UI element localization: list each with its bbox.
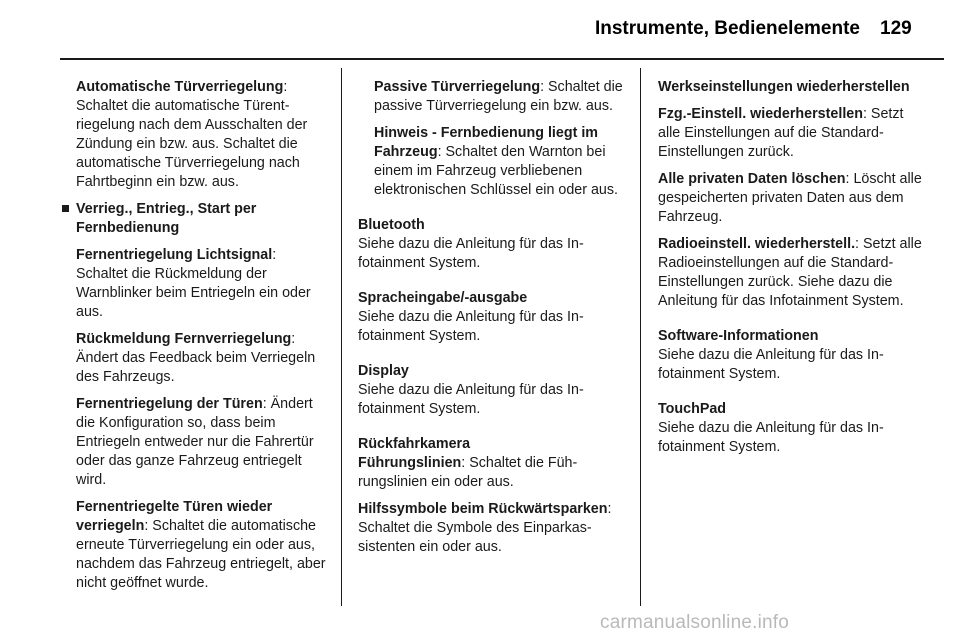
term-light-signal: Fernentriegelung Lichtsignal (76, 247, 273, 263)
bullet-heading: Verrieg., Entrieg., Start per Fernbedienung (76, 201, 257, 236)
paragraph-guidelines (358, 454, 626, 492)
text-voice: Siehe dazu die Anleitung für das Infotainment System. (358, 309, 584, 344)
section-software-info (658, 327, 926, 384)
heading-rear-camera: Rückfahrkamera (358, 436, 471, 452)
section-display (358, 362, 626, 419)
text-bluetooth: Siehe dazu die Anleitung für das Infotainment System. (358, 236, 584, 271)
watermark-text: carmanualsonline.info (600, 612, 790, 633)
text-touchpad: Siehe dazu die Anleitung für das Infotainment System. (658, 420, 884, 455)
column-2 (358, 78, 626, 565)
column-divider-1 (341, 68, 342, 606)
term-relock: Fernentriegelte Türen wieder verriegeln (76, 499, 273, 534)
bullet-remote-section (60, 200, 328, 238)
paragraph-relock (60, 498, 328, 593)
paragraph-remote-door-unlock (60, 395, 328, 490)
text-relock: : Schaltet die automatische erneute Türverriegelung ein oder aus, nachdem das Fahrzeug entriegelt, aber nicht geöffnet wurde. (76, 518, 326, 591)
paragraph-light-signal (60, 246, 328, 322)
section-touchpad (658, 400, 926, 457)
text-vehicle-reset: : Setzt alle Einstellungen auf die Standard-Einstellungen zurück. (658, 106, 904, 160)
text-remote-door-unlock: : Ändert die Konfiguration so, dass beim Entriegeln entweder nur die Fahrertür oder das ganze Fahrzeug entriegelt wird. (76, 396, 314, 488)
section-factory-reset (658, 78, 926, 311)
term-remote-door-unlock: Fernentriegelung der Türen (76, 396, 263, 412)
column-divider-2 (640, 68, 641, 606)
term-auto-lock: Automatische Türverriegelung (76, 79, 284, 95)
text-passive-lock: : Schaltet die passive Türverriegelung ein bzw. aus. (374, 79, 623, 114)
text-guidelines: : Schaltet die Führungslinien ein oder aus. (358, 455, 578, 490)
paragraph-remote-lock-feedback (60, 330, 328, 387)
text-display: Siehe dazu die Anleitung für das Infotainment System. (358, 382, 584, 417)
heading-display: Display (358, 363, 409, 379)
header-divider (60, 58, 944, 60)
text-light-signal: : Schaltet die Rückmeldung der Warnblinker beim Entriegeln ein oder aus. (76, 247, 311, 320)
column-3 (658, 78, 926, 473)
text-radio-reset: : Setzt alle Radioeinstellungen auf die Standard-Einstellungen zurück. Siehe dazu die Anleitung für das Infotainment System. (658, 236, 922, 309)
bullet-square-icon (62, 205, 69, 212)
text-key-in-vehicle: : Schaltet den Warnton bei einem im Fahrzeug verbliebenen elektronischen Schlüssel ein oder aus. (374, 144, 618, 198)
term-delete-data: Alle privaten Daten löschen (658, 171, 846, 187)
heading-factory-reset: Werkseinstellungen wiederherstellen (658, 79, 910, 95)
section-rear-camera (358, 435, 626, 557)
page-number: 129 (880, 18, 912, 39)
term-guidelines: Führungslinien (358, 455, 462, 471)
heading-bluetooth: Bluetooth (358, 217, 425, 233)
term-vehicle-reset: Fzg.-Einstell. wiederherstellen (658, 106, 863, 122)
paragraph-radio-reset (658, 235, 926, 311)
term-key-in-vehicle: Hinweis - Fernbedienung liegt im Fahrzeug (374, 125, 599, 160)
heading-touchpad: TouchPad (658, 401, 727, 417)
section-voice (358, 289, 626, 346)
text-software-info: Siehe dazu die Anleitung für das Infotainment System. (658, 347, 884, 382)
text-auto-lock: : Schaltet die automatische Türentriegelung nach dem Ausschalten der Zündung ein bzw. aus. Schaltet die automatische Türverriegelung nach Fahrtbeginn ein bzw. aus. (76, 79, 308, 190)
section-bluetooth (358, 216, 626, 273)
page-header-title: Instrumente, Bedienelemente (594, 18, 860, 39)
column-1 (60, 78, 328, 601)
text-park-symbols: : Schaltet die Symbole des Einparkassistenten ein oder aus. (358, 501, 612, 555)
term-passive-lock: Passive Türverriegelung (374, 79, 541, 95)
text-remote-lock-feedback: : Ändert das Feedback beim Verriegeln des Fahrzeugs. (76, 331, 316, 385)
term-remote-lock-feedback: Rückmeldung Fernverriegelung (76, 331, 292, 347)
paragraph-key-in-vehicle (358, 124, 626, 200)
paragraph-auto-lock (60, 78, 328, 192)
heading-software-info: Software-Informationen (658, 328, 819, 344)
term-radio-reset: Radioeinstell. wiederherstell. (658, 236, 856, 252)
heading-voice: Spracheingabe/-ausgabe (358, 290, 528, 306)
paragraph-delete-data (658, 170, 926, 227)
paragraph-vehicle-reset (658, 105, 926, 162)
paragraph-passive-lock (358, 78, 626, 116)
text-delete-data: : Löscht alle gespeicherten privaten Daten aus dem Fahrzeug. (658, 171, 922, 225)
term-park-symbols: Hilfssymbole beim Rückwärtsparken (358, 501, 608, 517)
paragraph-park-symbols (358, 500, 626, 557)
